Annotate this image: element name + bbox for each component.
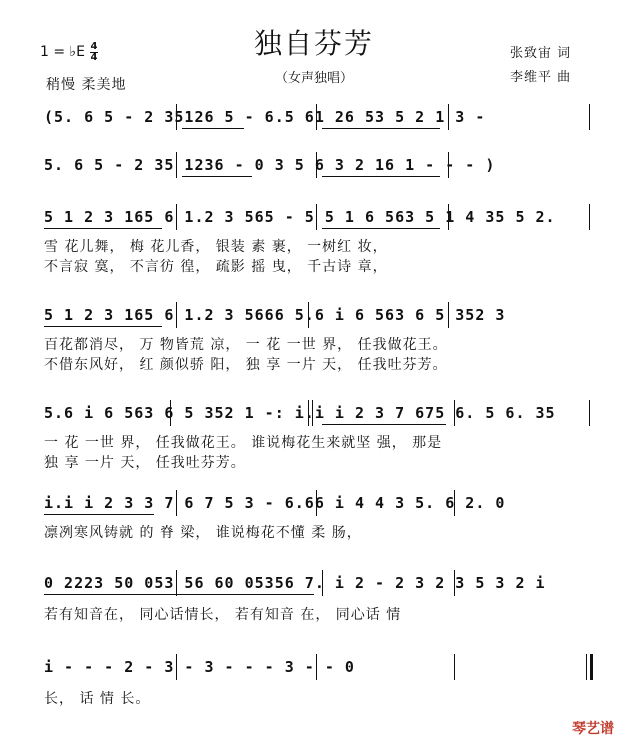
lyric-line: 百花都消尽， 万 物皆荒 凉， 一 花 一世 界， 任我做花王。 xyxy=(44,337,448,353)
lyricist-credit: 张致宙 词 xyxy=(510,46,572,61)
lyric-line: 独 享 一片 天， 任我吐芬芳。 xyxy=(44,455,246,471)
barline xyxy=(176,152,177,178)
watermark-logo: 琴艺谱 xyxy=(572,721,614,737)
barline xyxy=(454,490,455,516)
barline xyxy=(589,104,590,130)
final-barline xyxy=(586,654,587,680)
repeat-barline xyxy=(312,400,313,426)
notation-row: 5 1 2 3 165 6 1.2 3 5666 5.6 i 6 563 6 5 352 3 xyxy=(44,306,506,324)
barline xyxy=(176,654,177,680)
barline xyxy=(589,400,590,426)
barline xyxy=(176,302,177,328)
lyric-line: 不言寂 寞， 不言彷 徨， 疏影 摇 曳， 千古诗 章， xyxy=(44,259,388,275)
key-signature: 1 = ♭E xyxy=(40,44,85,60)
lyric-line: 若有知音在， 同心话情长， 若有知音 在， 同心话 情 xyxy=(44,607,402,623)
beam-underline xyxy=(44,228,162,229)
lyric-line: 雪 花儿舞， 梅 花儿香， 银装 素 裹， 一树红 妆， xyxy=(44,239,388,255)
notation-row: 0 2223 50 053 56 60 05356 7. i 2 - 2 3 2 3 5 3 2 i xyxy=(44,574,546,592)
barline xyxy=(316,204,317,230)
beam-underline xyxy=(44,594,314,595)
repeat-barline xyxy=(308,400,309,426)
barline xyxy=(176,204,177,230)
lyric-line: 长， 话 情 长。 xyxy=(44,691,151,707)
notation-row: 5.6 i 6 563 6 5 352 1 -: i.i i 2 3 7 675 6. 5 6. 35 xyxy=(44,404,556,422)
time-signature-bottom: 4 xyxy=(90,52,98,63)
barline xyxy=(589,204,590,230)
beam-underline xyxy=(44,514,154,515)
barline xyxy=(448,302,449,328)
lyric-line: 不借东风好， 红 颜似骄 阳， 独 享 一片 天， 任我吐芬芳。 xyxy=(44,357,448,373)
beam-underline xyxy=(322,128,440,129)
song-title: 独自芬芳 xyxy=(253,27,374,60)
barline xyxy=(454,400,455,426)
barline xyxy=(322,570,323,596)
barline xyxy=(316,104,317,130)
barline xyxy=(308,302,309,328)
barline xyxy=(448,104,449,130)
barline xyxy=(170,400,171,426)
notation-row: i.i i 2 3 3 7 6 7 5 3 - 6.66 i 4 4 3 5. 6 2. 0 xyxy=(44,494,506,512)
time-signature xyxy=(90,42,98,63)
notation-row: i - - - 2 - 3 - 3 - - - 3 - - 0 xyxy=(44,658,355,676)
notation-row: (5. 6 5 - 2 35126 5 - 6.5 61 26 53 5 2 1 3 - xyxy=(44,108,486,126)
beam-underline xyxy=(322,424,446,425)
composer-credit: 李维平 曲 xyxy=(510,70,572,85)
barline xyxy=(316,654,317,680)
barline xyxy=(454,570,455,596)
barline xyxy=(454,654,455,680)
beam-underline xyxy=(44,326,162,327)
beam-underline xyxy=(182,128,244,129)
barline xyxy=(176,104,177,130)
time-signature-top: 4 xyxy=(90,41,98,52)
lyric-line: 凛冽寒风铸就 的 脊 梁， 谁说梅花不懂 柔 肠， xyxy=(44,525,362,541)
lyric-line: 一 花 一世 界， 任我做花王。 谁说梅花生来就坚 强， 那是 xyxy=(44,435,443,451)
beam-underline xyxy=(322,176,440,177)
beam-underline xyxy=(182,176,252,177)
barline xyxy=(448,204,449,230)
tempo-marking: 稍慢 柔美地 xyxy=(46,77,127,93)
beam-underline xyxy=(322,228,440,229)
notation-row: 5. 6 5 - 2 35 1236 - 0 3 5 6 3 2 16 1 - - - ) xyxy=(44,156,496,174)
barline xyxy=(316,152,317,178)
notation-row: 5 1 2 3 165 6 1.2 3 565 - 5 5 1 6 563 5 1 4 35 5 2. xyxy=(44,208,556,226)
final-barline xyxy=(590,654,593,680)
barline xyxy=(176,570,177,596)
song-subtitle: （女声独唱） xyxy=(274,71,353,86)
barline xyxy=(316,490,317,516)
barline xyxy=(448,152,449,178)
barline xyxy=(176,490,177,516)
